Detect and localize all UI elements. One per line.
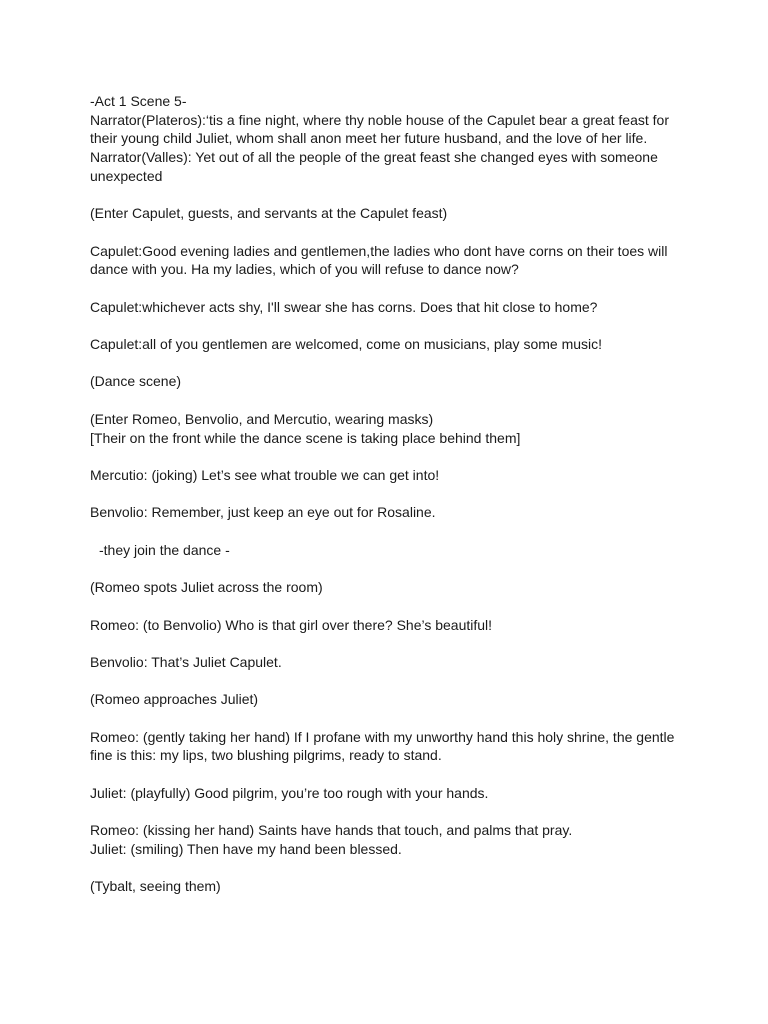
blank-line	[90, 672, 680, 691]
blank-line	[90, 709, 680, 728]
dialogue-line: Benvolio: Remember, just keep an eye out for Rosaline.	[90, 504, 436, 521]
dialogue-line: Romeo: (to Benvolio) Who is that girl over there? She’s beautiful!	[90, 616, 493, 633]
dialogue-line: Juliet: (smiling) Then have my hand been blessed.	[90, 840, 402, 857]
dialogue-line: dance with you. Ha my ladies, which of you will refuse to dance now?	[90, 261, 519, 278]
blank-line	[90, 354, 680, 373]
blank-line	[90, 223, 680, 242]
blank-line	[90, 279, 680, 298]
stage-direction: (Romeo approaches Juliet)	[90, 691, 259, 708]
blank-line	[90, 765, 680, 784]
blank-line	[90, 559, 680, 578]
dialogue-line: Romeo: (kissing her hand) Saints have hands that touch, and palms that pray.	[90, 822, 573, 839]
blank-line	[90, 634, 680, 653]
blank-line	[90, 391, 680, 410]
blank-line	[90, 597, 680, 616]
text-line: their young child Juliet, whom shall anon meet her future husband, and the love of her life.	[90, 130, 648, 147]
blank-line	[90, 485, 680, 504]
blank-line	[90, 447, 680, 466]
dialogue-line: Capulet:Good evening ladies and gentlemen,the ladies who dont have corns on their toes will	[90, 242, 668, 259]
blank-line	[90, 186, 680, 205]
scene-heading: -Act 1 Scene 5-	[90, 93, 187, 109]
stage-direction: (Tybalt, seeing them)	[90, 878, 221, 895]
stage-direction: -they join the dance -	[99, 541, 230, 558]
dialogue-line: Capulet:whichever acts shy, I'll swear she has corns. Does that hit close to home?	[90, 298, 598, 315]
dialogue-line: fine is this: my lips, two blushing pilgrims, ready to stand.	[90, 747, 442, 764]
dialogue-line: Benvolio: That’s Juliet Capulet.	[90, 653, 282, 670]
stage-direction: (Dance scene)	[90, 373, 182, 390]
blank-line	[90, 522, 680, 541]
stage-direction: [Their on the front while the dance scene is taking place behind them]	[90, 429, 521, 446]
text-line: Narrator(Valles): Yet out of all the people of the great feast she changed eyes with someone	[90, 149, 658, 166]
blank-line	[90, 859, 680, 878]
blank-line	[90, 802, 680, 821]
stage-direction: (Romeo spots Juliet across the room)	[90, 579, 323, 596]
text-line: Narrator(Plateros):‘tis a fine night, where thy noble house of the Capulet bear a great feast for	[90, 111, 669, 128]
dialogue-line: Capulet:all of you gentlemen are welcomed, come on musicians, play some music!	[90, 336, 603, 353]
blank-line	[90, 316, 680, 335]
script-text-body	[90, 92, 680, 896]
stage-direction: (Enter Capulet, guests, and servants at the Capulet feast)	[90, 205, 448, 222]
stage-direction: (Enter Romeo, Benvolio, and Mercutio, wearing masks)	[90, 410, 434, 427]
dialogue-line: Mercutio: (joking) Let’s see what trouble we can get into!	[90, 466, 440, 483]
dialogue-line: Romeo: (gently taking her hand) If I profane with my unworthy hand this holy shrine, the gentle	[90, 728, 675, 745]
dialogue-line: Juliet: (playfully) Good pilgrim, you’re too rough with your hands.	[90, 784, 489, 801]
text-line: unexpected	[90, 167, 163, 184]
